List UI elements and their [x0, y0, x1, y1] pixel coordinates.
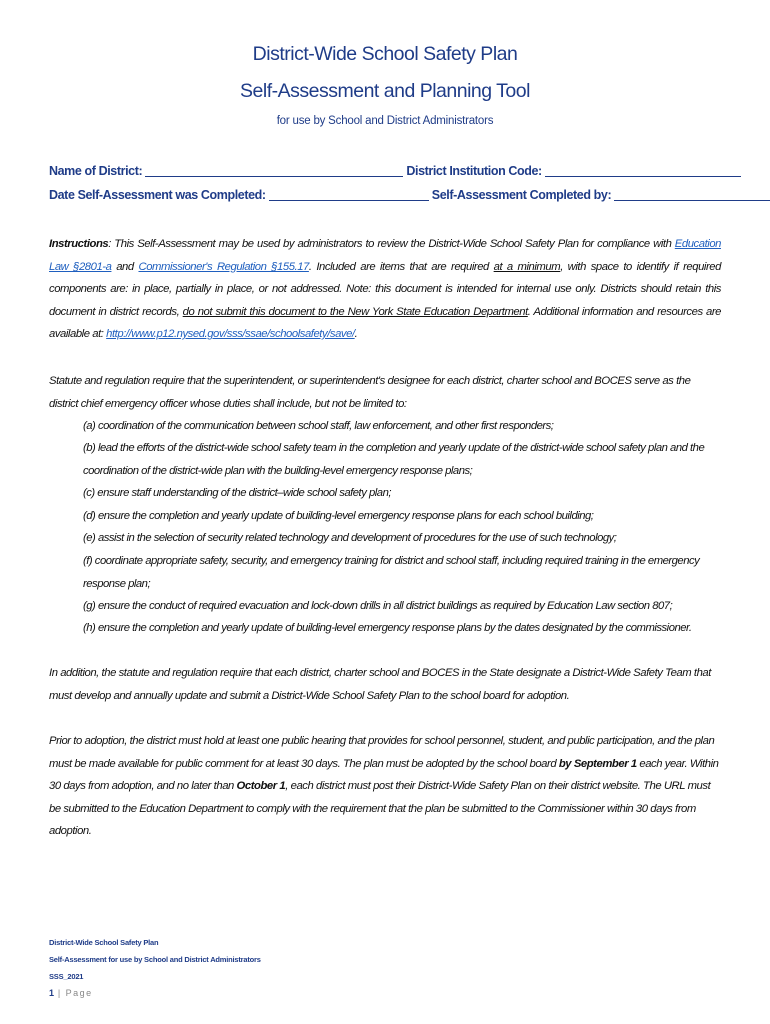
instructions-text: . Included are items that are required: [308, 260, 494, 273]
statute-intro-paragraph: Statute and regulation require that the superintendent, or superintendent's designee for each district, charter school and BOCES serve as the district chief emergency officer whose duties shall include, but not be limited to:: [49, 375, 691, 410]
duty-item-d: (d) ensure the completion and yearly update of building-level emergency response plans for each school building;: [83, 510, 594, 522]
page-number-value: 1: [49, 988, 54, 998]
completed-by-label: Self-Assessment Completed by:: [431, 188, 612, 202]
footer-title: District-Wide School Safety Plan: [49, 938, 159, 947]
institution-code-label: District Institution Code:: [406, 164, 542, 178]
date-completed-field[interactable]: [269, 187, 429, 201]
district-fields-row: [49, 163, 729, 178]
deadline-october: October 1: [236, 780, 286, 792]
date-completed-label: Date Self-Assessment was Completed:: [49, 188, 266, 202]
footer-code: SSS_2021: [49, 972, 84, 981]
deadline-september: by September 1: [558, 757, 637, 770]
duty-item-e: (e) assist in the selection of security related technology and development of procedures for the use of such technology;: [83, 532, 617, 544]
document-subtitle: Self-Assessment and Planning Tool: [240, 80, 530, 102]
resources-url-link[interactable]: http://www.p12.nysed.gov/sss/ssae/schoolsafety/save/: [106, 328, 355, 340]
do-not-submit-text: do not submit this document to the New York State Education Department: [182, 305, 528, 318]
instructions-paragraph: [49, 233, 721, 346]
at-a-minimum-text: at a minimum: [493, 260, 561, 273]
adoption-paragraph: [49, 730, 721, 843]
commissioners-regulation-link[interactable]: Commissioner's Regulation §155.17: [138, 260, 309, 273]
adoption-text: Prior to adoption, the district must hold at least one public hearing that provides for school personnel, student, and public participation, and the plan must be made available for public comment for at least 30 days. The plan must be adopted by the school board: [49, 735, 715, 770]
institution-code-field[interactable]: [545, 163, 741, 177]
duty-item-g: (g) ensure the conduct of required evacuation and lock-down drills in all district buildings as required by Education Law section 807;: [83, 600, 673, 612]
safety-team-paragraph: In addition, the statute and regulation require that each district, charter school and BOCES in the State designate a District-Wide Safety Team that must develop and annually update and submit a District-Wide School Safety Plan to the school board for adoption.: [49, 667, 711, 702]
duty-item-c: (c) ensure staff understanding of the district–wide school safety plan;: [83, 487, 391, 499]
duty-item-a: (a) coordination of the communication between school staff, law enforcement, and other first responders;: [83, 420, 554, 432]
duty-item-h: (h) ensure the completion and yearly update of building-level emergency response plans by the dates designated by the commissioner.: [83, 622, 692, 634]
audience-line: for use by School and District Administrators: [276, 115, 494, 127]
instructions-text: : This Self-Assessment may be used by administrators to review the District-Wide School Safety Plan for compliance with: [108, 238, 675, 250]
page-word: Page: [65, 988, 93, 998]
assessment-fields-row: [49, 187, 729, 202]
page-separator: |: [53, 988, 66, 998]
footer-audience: Self-Assessment for use by School and District Administrators: [49, 955, 261, 964]
district-name-label: Name of District:: [49, 164, 143, 178]
instructions-text: . Additional information and resources are available at:: [49, 305, 722, 340]
district-name-field[interactable]: [145, 163, 403, 177]
duty-item-b: (b) lead the efforts of the district-wide school safety team in the completion and yearly update of the district-wide school safety plan and the coordination of the district-wide plan with the building-level emergency response plans;: [83, 442, 705, 477]
instructions-text: , with space to identify if required components are: in place, partially in place, or not addressed. Note: this document is intended for internal use only. Districts should retain this document in district records,: [49, 260, 721, 318]
adoption-text: , each district must post their District-Wide Safety Plan on their district website. The URL must be submitted to the Education Department to comply with the requirement that the plan be submitted to the Commissioner within 30 days from adoption.: [49, 780, 711, 837]
adoption-text: each year. Within 30 days from adoption, and no later than: [49, 757, 719, 792]
instructions-label: Instructions: [49, 238, 109, 250]
page-number: [49, 988, 93, 998]
instructions-text: .: [354, 328, 358, 340]
education-law-link[interactable]: Education Law §2801-a: [49, 238, 721, 273]
completed-by-field[interactable]: [614, 187, 770, 201]
document-title: District-Wide School Safety Plan: [252, 43, 518, 65]
duty-item-f: (f) coordinate appropriate safety, security, and emergency training for district and school staff, including required training in the emergency response plan;: [83, 555, 700, 590]
instructions-text: and: [111, 260, 139, 273]
